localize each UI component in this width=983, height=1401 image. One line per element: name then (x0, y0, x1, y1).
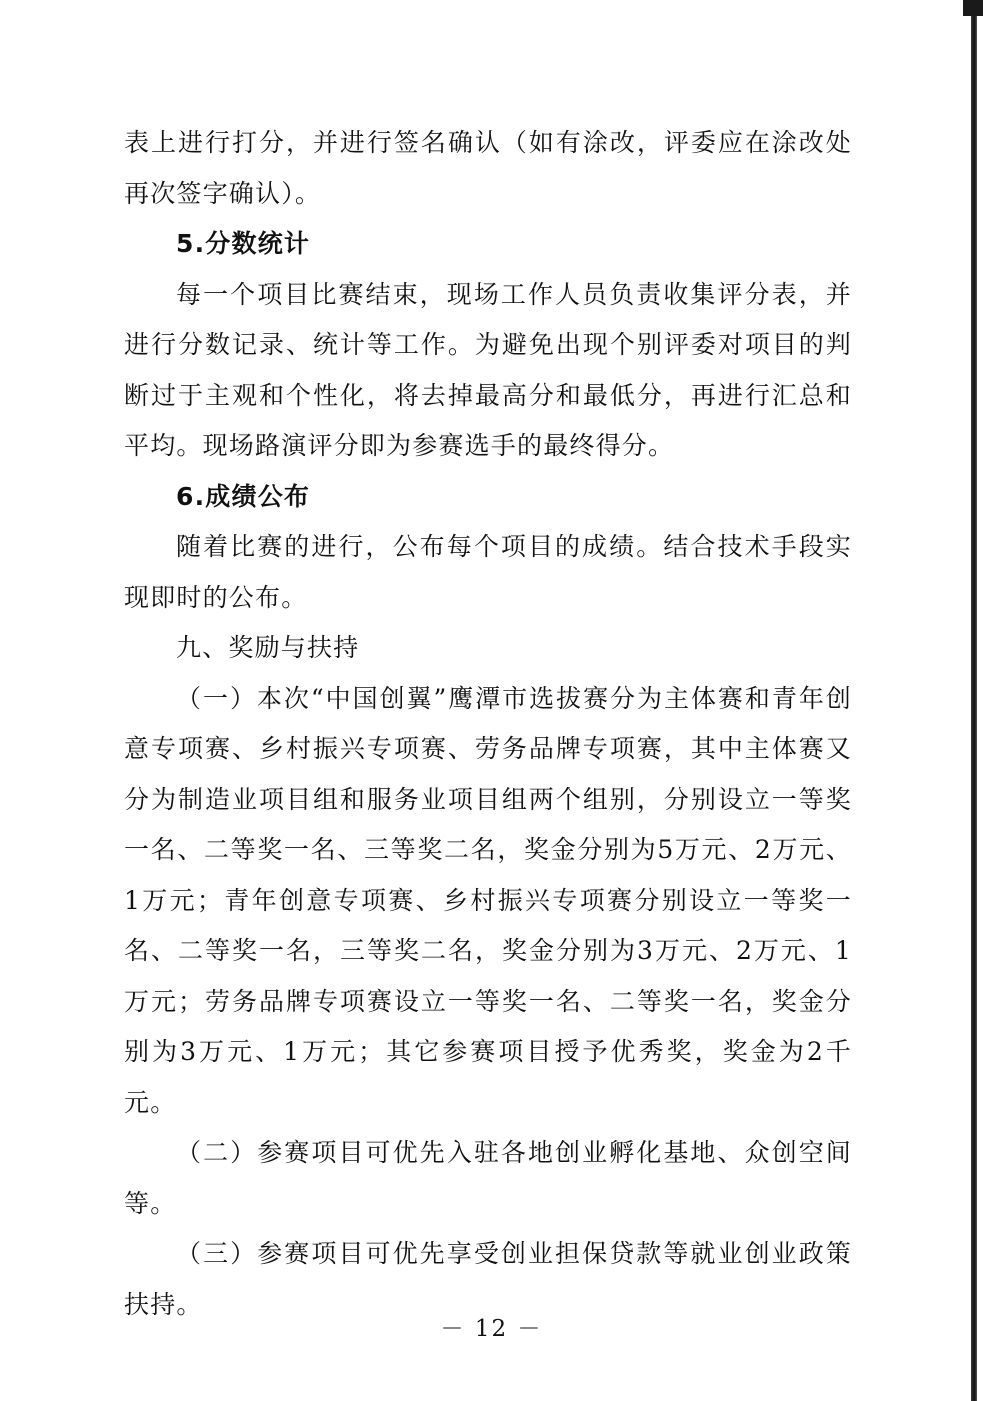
paragraph-scoring-confirmation: 表上进行打分，并进行签名确认（如有涂改，评委应在涂改处再次签字确认）。 (124, 128, 852, 208)
paragraph-results-announcement: 随着比赛的进行，公布每个项目的成绩。结合技术手段实现即时的公布。 (124, 532, 852, 612)
page-number: － 12 － (440, 1316, 543, 1342)
heading-rewards-support: 九、奖励与扶持 (176, 633, 360, 662)
paragraph-incubation: （二）参赛项目可优先入驻各地创业孵化基地、众创空间等。 (124, 1138, 852, 1218)
paragraph-score-statistics: 每一个项目比赛结束，现场工作人员负责收集评分表，并进行分数记录、统计等工作。为避免出现个别评委对项目的判断过于主观和个性化，将去掉最高分和最低分，再进行汇总和平均。现场路演评分即为参赛选手的最终得分。 (124, 279, 852, 460)
paragraph-loan-policy: （三）参赛项目可优先享受创业担保贷款等就业创业政策扶持。 (124, 1239, 852, 1319)
paragraph-awards: （一）本次“中国创翼”鹰潭市选拔赛分为主体赛和青年创意专项赛、乡村振兴专项赛、劳务品牌专项赛，其中主体赛又分为制造业项目组和服务业项目组两个组别，分别设立一等奖一名、二等奖一名、三等奖二名，奖金分别为5万元、2万元、1万元；青年创意专项赛、乡村振兴专项赛分别设立一等奖一名、二等奖一名，三等奖二名，奖金分别为3万元、2万元、1万元；劳务品牌专项赛设立一等奖一名、二等奖一名，奖金分别为3万元、1万元；其它参赛项目授予优秀奖，奖金为2千元。 (124, 683, 852, 1117)
heading-results-announcement: 6.成绩公布 (176, 481, 311, 511)
document-body (124, 118, 852, 1330)
scan-edge-corner (963, 0, 983, 16)
scan-edge-shadow (971, 0, 977, 1401)
heading-score-statistics: 5.分数统计 (176, 229, 311, 258)
